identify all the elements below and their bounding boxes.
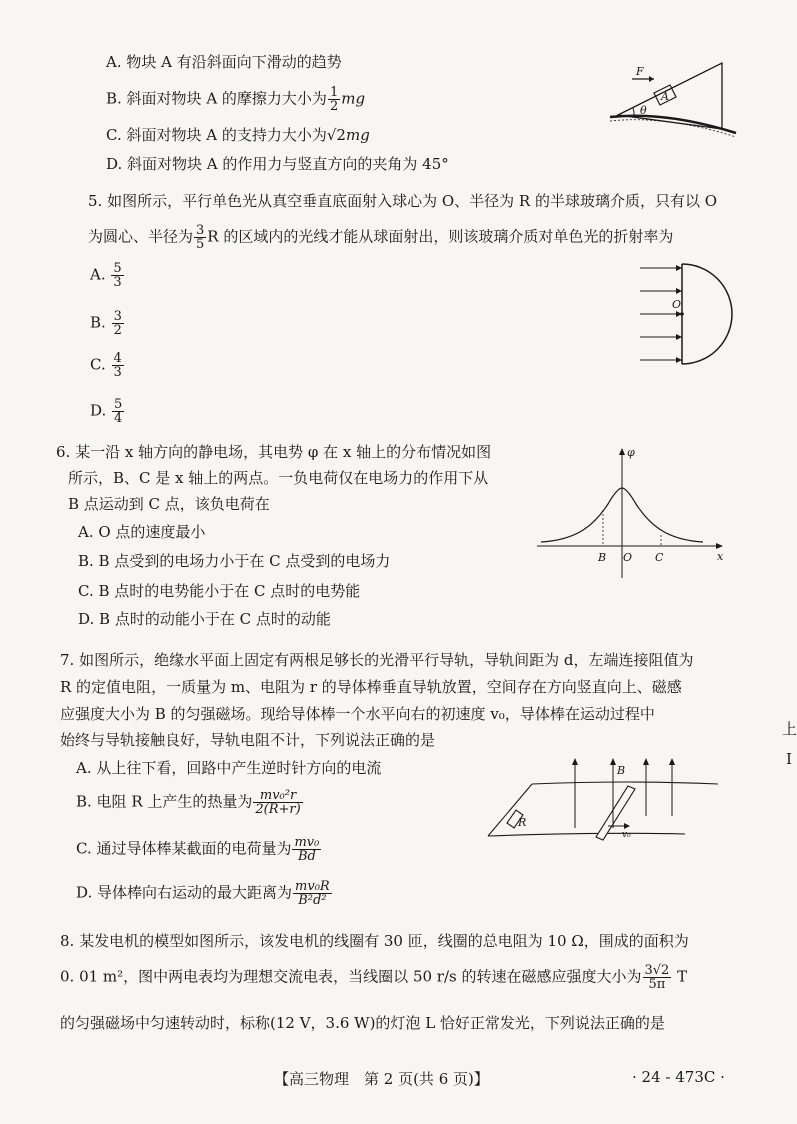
q8-stem-line-2-text: 0. 01 m²，图中两电表均为理想交流电表，当线圈以 50 r/s 的转速在磁感应强度大小为 xyxy=(60,967,642,986)
q5-center-label: O xyxy=(672,298,682,311)
q8-stem-line-2 xyxy=(60,964,687,991)
q4-block-label: A xyxy=(661,90,669,103)
q5-option-b-num: 3 xyxy=(113,309,122,324)
q4-incline-figure xyxy=(606,55,741,140)
q6-x-label: x xyxy=(717,550,724,563)
q7-field-arrowhead xyxy=(572,758,578,765)
q5-option-a-label: A. xyxy=(90,265,106,284)
q7-option-b-num: mv₀²r xyxy=(253,789,302,803)
q7-stem-line-4: 始终与导轨接触良好，导轨电阻不计，下列说法正确的是 xyxy=(60,731,436,749)
q6-stem-line-3: B 点运动到 C 点，该负电荷在 xyxy=(68,495,270,513)
margin-mark-1: 上 xyxy=(782,720,797,738)
q6-o-label: O xyxy=(623,551,633,564)
q5-stem-line-2 xyxy=(88,224,673,251)
q4-force-label: F xyxy=(636,65,644,78)
paper-code: · 24 - 473C · xyxy=(632,1068,725,1086)
q5-option-d-num: 5 xyxy=(114,397,123,412)
q7-field-label: B xyxy=(617,764,626,777)
q7-resistor-label: R xyxy=(518,816,527,829)
q4-force-arrowhead xyxy=(649,76,654,82)
q6-stem-line-1: 6. 某一沿 x 轴方向的静电场，其电势 φ 在 x 轴上的分布情况如图 xyxy=(56,443,492,461)
q5-option-a-fraction xyxy=(111,262,123,289)
q5-ray-arrowhead xyxy=(676,334,682,340)
q5-option-c-label: C. xyxy=(90,355,106,374)
q5-option-d-den: 4 xyxy=(114,411,123,426)
q7-velocity-label: v₀ xyxy=(622,830,631,840)
q8-stem-line-3: 的匀强磁场中匀速转动时，标称(12 V，3.6 W)的灯泡 L 恰好正常发光，下列说法正确的是 xyxy=(60,1014,665,1032)
q7-option-b-den: 2(R+r) xyxy=(255,802,301,817)
q7-option-b-fraction xyxy=(253,789,302,816)
q5-option-a-num: 5 xyxy=(113,261,122,276)
q7-option-d xyxy=(76,880,333,907)
q5-hemisphere-figure xyxy=(636,256,736,372)
q4-option-c-text: C. 斜面对物块 A 的支持力大小为 xyxy=(106,126,327,144)
q7-option-d-den: B²d² xyxy=(298,893,327,908)
margin-mark-2: I xyxy=(786,750,792,768)
q7-stem-line-1: 7. 如图所示，绝缘水平面上固定有两根足够长的光滑平行导轨，导轨间距为 d，左端连接阻值为 xyxy=(60,651,694,669)
q4-angle-arc xyxy=(633,108,634,115)
q5-stem-fraction xyxy=(194,224,206,251)
q5-ray-arrowhead xyxy=(676,357,682,363)
q7-field-arrowhead xyxy=(643,758,649,765)
q4-option-b-den: 2 xyxy=(329,99,339,114)
q7-option-b xyxy=(76,789,304,816)
q5-light-rays xyxy=(640,268,682,360)
q4-ground xyxy=(610,116,736,133)
q7-option-d-num: mv₀R xyxy=(295,879,330,894)
page-footer: 【高三物理 第 2 页(共 6 页)】 xyxy=(274,1070,489,1088)
q5-option-c-den: 3 xyxy=(113,365,122,380)
q7-rail-bottom xyxy=(488,833,685,836)
q6-option-c: C. B 点时的电势能小于在 C 点时的电势能 xyxy=(78,582,361,600)
q6-phi-axis-arrow xyxy=(619,448,625,455)
q5-ray-arrowhead xyxy=(676,288,682,294)
q7-stem-line-2: R 的定值电阻，一质量为 m、电阻为 r 的导体棒垂直导轨放置，空间存在方向竖直向上、磁感 xyxy=(60,678,682,696)
q4-option-c-value: √2 xyxy=(326,126,346,144)
q8-field-fraction xyxy=(643,964,672,991)
q5-center-point xyxy=(680,312,684,316)
q5-stem-line-1: 5. 如图所示，平行单色光从真空垂直底面射入球心为 O、半径为 R 的半球玻璃介质，只有以 O xyxy=(88,192,718,210)
q7-field-arrowhead xyxy=(669,758,675,765)
q5-ray-arrowhead xyxy=(676,265,682,271)
q5-option-b xyxy=(90,310,125,337)
q5-curved-face xyxy=(682,264,732,364)
q7-option-c-fraction xyxy=(292,836,321,863)
q7-velocity-arrowhead xyxy=(624,823,630,829)
q6-option-d: D. B 点时的动能小于在 C 点时的动能 xyxy=(78,610,331,628)
q6-option-a: A. O 点的速度最小 xyxy=(78,523,206,541)
q6-x-axis-arrow xyxy=(716,543,723,549)
q7-option-a: A. 从上往下看，回路中产生逆时针方向的电流 xyxy=(76,759,382,777)
q4-option-a: A. 物块 A 有沿斜面向下滑动的趋势 xyxy=(106,53,342,71)
q7-stem-line-3: 应强度大小为 B 的匀强磁场。现给导体棒一个水平向右的初速度 v₀，导体棒在运动过程中 xyxy=(60,705,655,723)
q8-field-den: 5π xyxy=(648,977,666,992)
q4-option-c-unit: mg xyxy=(345,126,370,144)
q7-option-c-den: Bd xyxy=(297,849,316,864)
q5-option-c-num: 4 xyxy=(113,351,122,366)
q5-stem-line-2-post: R 的区域内的光线才能从球面射出，则该玻璃介质对单色光的折射率为 xyxy=(207,227,674,246)
q5-option-a-den: 3 xyxy=(113,275,122,290)
q7-option-c-text: C. 通过导体棒某截面的电荷量为 xyxy=(76,839,292,858)
q5-option-d-label: D. xyxy=(90,401,107,420)
q7-rails-figure xyxy=(480,758,725,844)
q4-option-c xyxy=(106,124,370,146)
q6-potential-figure xyxy=(533,444,728,579)
q7-option-b-text: B. 电阻 R 上产生的热量为 xyxy=(76,792,253,811)
q4-option-b xyxy=(106,86,365,113)
q5-option-b-den: 2 xyxy=(113,323,122,338)
q5-option-b-label: B. xyxy=(90,313,106,332)
q5-option-c xyxy=(90,352,125,379)
q5-option-d xyxy=(90,398,125,425)
q7-field-arrowhead xyxy=(610,758,616,765)
q6-option-b: B. B 点受到的电场力小于在 C 点受到的电场力 xyxy=(78,552,391,570)
q4-option-b-unit: mg xyxy=(341,89,366,108)
q4-option-b-fraction xyxy=(328,86,340,113)
q6-c-label: C xyxy=(655,551,664,564)
q7-option-c-num: mv₀ xyxy=(294,835,320,850)
q5-stem-den: 5 xyxy=(196,237,205,252)
q8-stem-line-1: 8. 某发电机的模型如图所示，该发电机的线圈有 30 匝，线圈的总电阻为 10 Ω，围成的面积为 xyxy=(60,932,689,950)
q4-option-d: D. 斜面对物块 A 的作用力与竖直方向的夹角为 45° xyxy=(106,155,449,173)
q7-option-c xyxy=(76,836,322,863)
q5-option-c-fraction xyxy=(112,352,124,379)
q5-option-d-fraction xyxy=(112,398,124,425)
q5-option-b-fraction xyxy=(112,310,124,337)
q8-field-num: 3√2 xyxy=(644,963,670,978)
q5-option-a xyxy=(90,262,125,289)
q6-phi-label: φ xyxy=(627,446,635,459)
q4-angle-label: θ xyxy=(640,104,647,117)
q5-stem-line-2-pre: 为圆心、半径为 xyxy=(88,227,194,246)
q7-option-d-text: D. 导体棒向右运动的最大距离为 xyxy=(76,883,293,902)
q7-rail-top xyxy=(532,782,718,784)
q4-option-b-text: B. 斜面对物块 A 的摩擦力大小为 xyxy=(106,89,327,108)
q5-stem-num: 3 xyxy=(196,223,205,238)
q7-option-d-fraction xyxy=(293,880,332,907)
q4-option-b-num: 1 xyxy=(329,85,339,100)
q6-stem-line-2: 所示，B、C 是 x 轴上的两点。一负电荷仅在电场力的作用下从 xyxy=(68,469,489,487)
q8-field-unit: T xyxy=(677,967,688,986)
q6-b-label: B xyxy=(598,551,607,564)
